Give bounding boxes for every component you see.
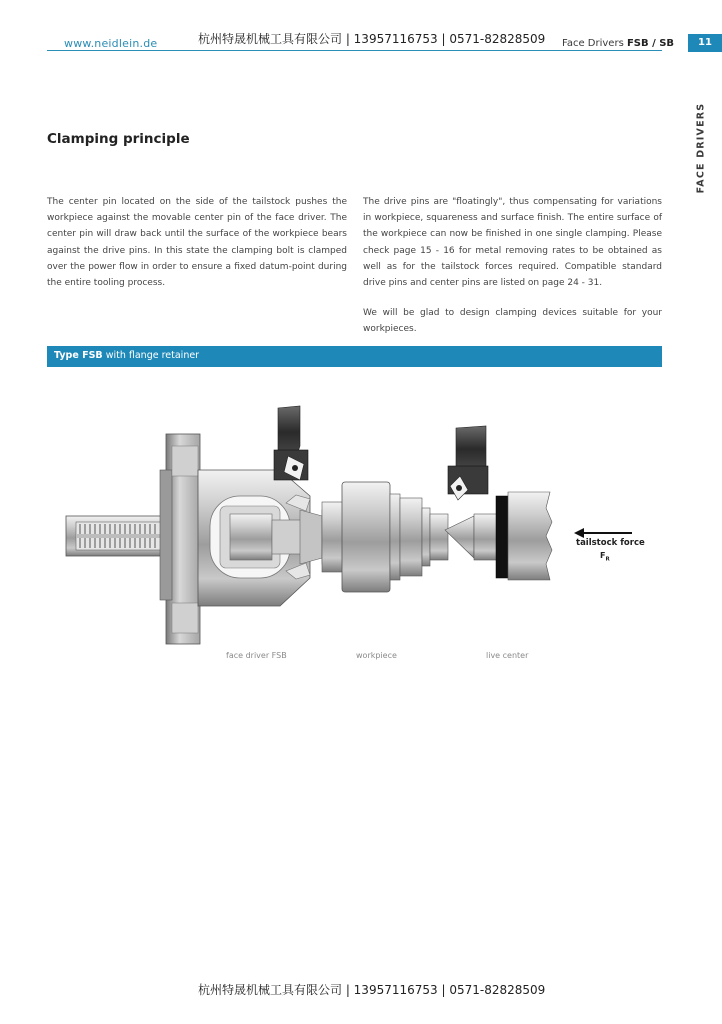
page-number: 11 xyxy=(688,34,722,52)
running-title-prefix: Face Drivers xyxy=(562,38,627,49)
left-paragraph: The center pin located on the side of the tailstock pushes the workpiece against the movable center pin of the face driver. The center pin will draw back until the surface of the workpiece bears against the drive pins. In this state the clamping bolt is clamped over the power flow in order to ensure a fixed datum-point during the entire tooling process. xyxy=(47,197,347,289)
workpiece-drawing xyxy=(322,482,448,592)
banner-title xyxy=(54,350,199,361)
right-column xyxy=(363,194,662,338)
right-paragraph-2: We will be glad to design clamping devices suitable for your workpieces. xyxy=(363,308,662,335)
label-tailstock-force: tailstock force xyxy=(576,538,645,548)
force-symbol-letter: F xyxy=(600,551,606,560)
running-title-bold: FSB / SB xyxy=(626,38,675,49)
banner-title-rest: with flange retainer xyxy=(102,350,200,361)
driver-body xyxy=(198,470,310,606)
running-title xyxy=(562,38,674,49)
header-company-line: 杭州特晟机械工具有限公司 | 13957116753 | 0571-82828509 xyxy=(198,32,546,46)
page-heading: Clamping principle xyxy=(47,131,190,147)
website-link[interactable]: www.neidlein.de xyxy=(64,37,158,50)
section-tab-label: FACE DRIVERS xyxy=(695,102,707,194)
label-face-driver: face driver FSB xyxy=(226,651,287,660)
tailstock-force-arrow xyxy=(574,528,632,538)
left-turning-tool xyxy=(274,406,308,480)
header-rule xyxy=(47,50,662,51)
section-tab xyxy=(686,102,716,194)
banner-title-bold: Type FSB xyxy=(54,350,103,361)
footer-company-line: 杭州特晟机械工具有限公司 | 13957116753 | 0571-82828509 xyxy=(198,983,546,997)
right-paragraph-1: The drive pins are "floatingly", thus compensating for variations in workpiece, squareness and surface finish. The entire surface of the workpiece can now be finished in one single clamping. Please check page 15 - 16 for metal removing rates to be obtained as well as for the tailstock forces required. Compatible standard drive pins and center pins are listed on page 24 - 31. xyxy=(363,197,662,289)
label-workpiece: workpiece xyxy=(356,651,397,660)
right-turning-tool xyxy=(448,426,488,500)
force-symbol-subscript: R xyxy=(605,556,610,563)
label-live-center: live center xyxy=(486,651,529,660)
live-center-drawing xyxy=(445,492,552,580)
driver-flange xyxy=(160,434,200,644)
driver-shank xyxy=(66,516,176,556)
figure-banner xyxy=(47,346,662,367)
force-symbol xyxy=(600,551,610,563)
face-driver-assembly-drawing xyxy=(60,398,660,658)
